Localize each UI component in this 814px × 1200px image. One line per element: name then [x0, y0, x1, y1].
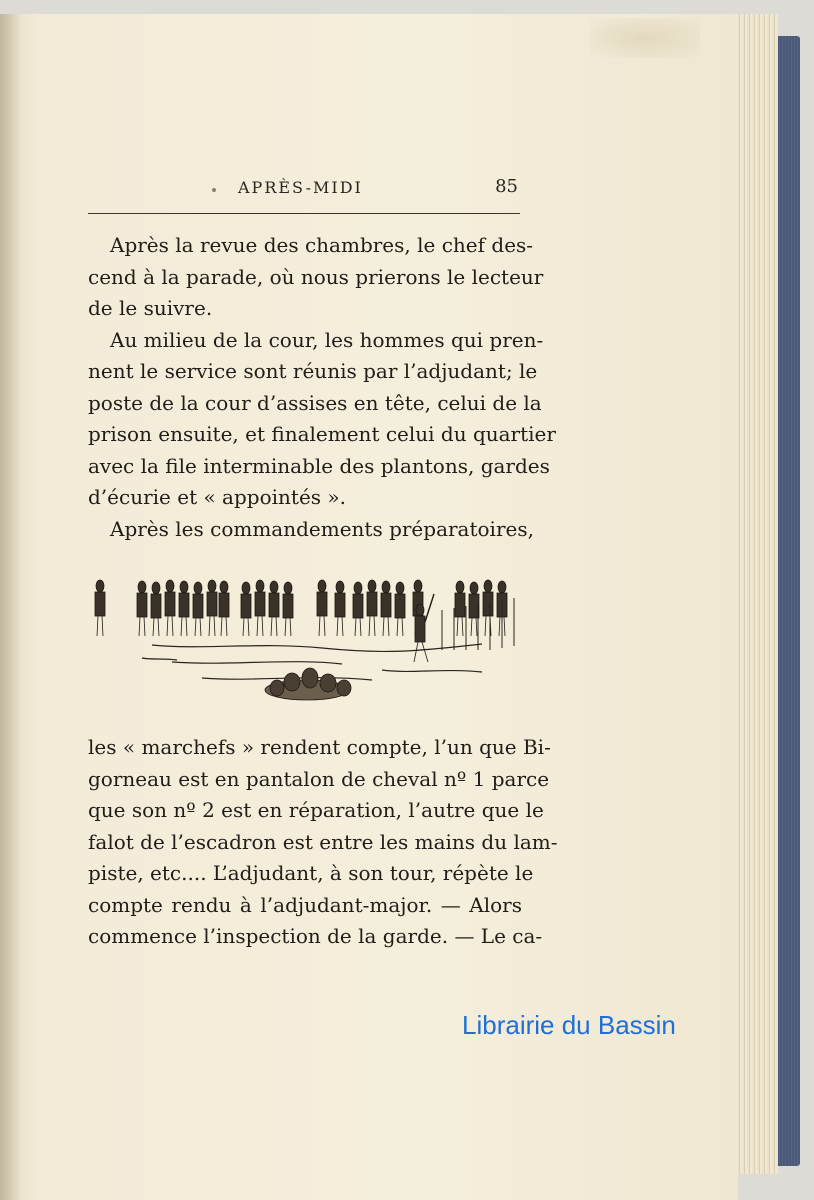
soldier-figure [455, 581, 465, 636]
paper-stain [590, 18, 700, 58]
text-block-bottom [88, 732, 558, 953]
text-line: d’écurie et « appointés ». [88, 485, 346, 509]
soldier-figure [269, 581, 279, 636]
text-line: gorneau est en pantalon de cheval nº 1 parce [88, 766, 550, 791]
soldier-figure [255, 580, 265, 636]
text-line: que son nº 2 est en réparation, l’autre que le [88, 798, 544, 822]
soldier-figure [395, 582, 405, 636]
text-block-top [88, 230, 556, 545]
text-line: les « marchefs » rendent compte, l’un que Bi- [88, 735, 551, 759]
soldier-figure [151, 582, 161, 636]
soldier-figure [95, 580, 105, 636]
page-block-edges [732, 14, 778, 1174]
text-line: avec la file interminable des plantons, gardes [88, 453, 550, 478]
ornament-dot [212, 188, 216, 192]
text-line: Après les commandements préparatoires, [110, 516, 534, 541]
paragraph [88, 325, 556, 514]
soldier-figure [483, 580, 493, 636]
soldier-figure [193, 582, 203, 636]
page-number: 85 [495, 176, 518, 197]
foreground-group [265, 668, 351, 700]
soldier-figure [179, 581, 189, 636]
gutter-shadow [0, 14, 22, 1200]
soldier-figure [283, 582, 293, 636]
soldier-figure [137, 581, 147, 636]
paragraph [88, 514, 534, 546]
soldier-figure [367, 580, 377, 636]
soldier-figure [207, 580, 217, 636]
text-line: commence l’inspection de la garde. — Le ca- [88, 924, 543, 948]
soldier-figure [335, 581, 345, 636]
running-head [88, 176, 520, 200]
text-line: falot de l’escadron est entre les mains du lam- [88, 829, 558, 854]
text-line: prison ensuite, et finalement celui du quartier [88, 422, 556, 446]
text-line: cend à la parade, où nous prierons le lecteur [88, 264, 544, 289]
text-line: de le suivre. [88, 296, 213, 320]
soldier-figure [165, 580, 175, 636]
soldier-figure [219, 581, 229, 636]
soldier-figure [381, 581, 391, 636]
text-line: compte rendu à l’adjudant-major. — Alors [88, 892, 522, 917]
text-line: nent le service sont réunis par l’adjudant; le [88, 359, 538, 383]
text-line: Après la revue des chambres, le chef des- [110, 233, 534, 257]
soldier-figure [317, 580, 327, 636]
parade-illustration [82, 570, 530, 720]
soldier-figure [241, 582, 251, 636]
soldier-figure [353, 582, 363, 636]
chapter-title: APRÈS-MIDI [238, 178, 363, 197]
text-line: poste de la cour d’assises en tête, celui de la [88, 390, 542, 415]
header-rule [88, 213, 520, 214]
text-line: piste, etc.... L’adjudant, à son tour, répète le [88, 861, 534, 885]
watermark-text: Librairie du Bassin [462, 1010, 676, 1040]
soldier-figures [95, 580, 507, 662]
paragraph [88, 230, 544, 325]
text-line: Au milieu de la cour, les hommes qui pren- [110, 327, 544, 352]
